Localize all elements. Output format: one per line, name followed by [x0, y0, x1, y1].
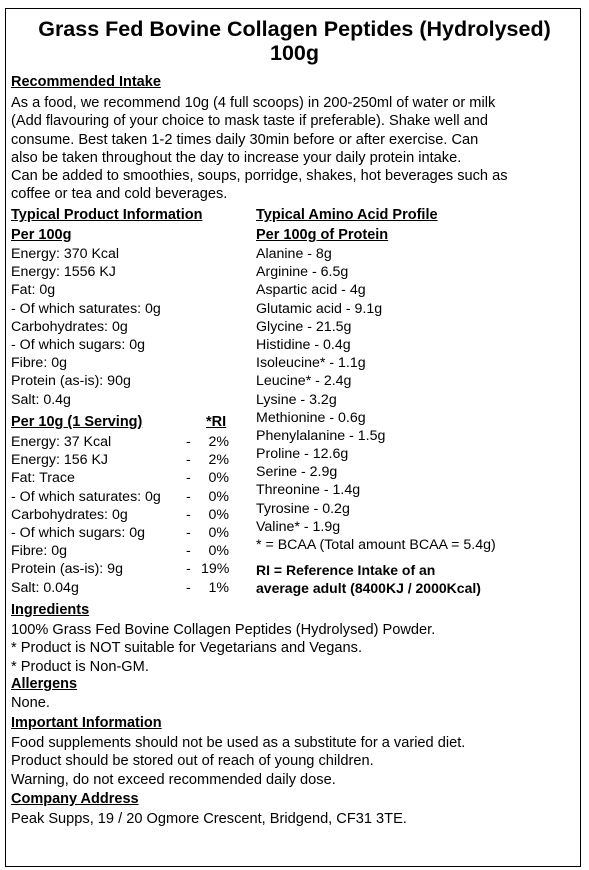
- ingredient-line: * Product is Non-GM.: [11, 658, 149, 675]
- per-10g-list: [11, 433, 231, 597]
- serving-row: [11, 506, 231, 524]
- intake-line: As a food, we recommend 10g (4 full scoops) in 200-250ml of water or milk: [11, 95, 496, 111]
- serving-ri: 0%: [208, 488, 229, 505]
- serving-dash: -: [186, 506, 191, 523]
- serving-row: [11, 524, 231, 542]
- nutrition-row: Protein (as-is): 90g: [11, 373, 131, 390]
- ingredients-text: [11, 621, 581, 676]
- important-info-text: [11, 734, 581, 789]
- company-address-text: [11, 810, 581, 828]
- serving-row: [11, 579, 231, 597]
- serving-row: [11, 542, 231, 560]
- serving-ri: 19%: [201, 561, 230, 578]
- serving-ri: 0%: [208, 506, 229, 523]
- serving-row: [11, 469, 231, 487]
- amino-profile-heading: Typical Amino Acid Profile: [256, 207, 438, 223]
- nutrition-row: - Of which sugars: 0g: [11, 336, 146, 353]
- important-line: Warning, do not exceed recommended daily dose.: [11, 771, 336, 788]
- allergens-text: [11, 694, 581, 712]
- per-10g-heading: Per 10g (1 Serving): [11, 414, 143, 430]
- title-line-1: Grass Fed Bovine Collagen Peptides (Hydrolysed): [38, 17, 551, 41]
- amino-row: Tyrosine - 0.2g: [256, 500, 350, 517]
- serving-label: Salt: 0.04g: [11, 579, 79, 596]
- amino-row: Proline - 12.6g: [256, 446, 349, 463]
- nutrition-row: Carbohydrates: 0g: [11, 318, 128, 335]
- per-100g-protein-heading: Per 100g of Protein: [256, 227, 389, 243]
- title-line-2: 100g: [269, 41, 319, 65]
- serving-dash: -: [186, 543, 191, 560]
- amino-row: Isoleucine* - 1.1g: [256, 355, 366, 372]
- per-100g-list: [11, 245, 161, 409]
- serving-dash: -: [186, 434, 191, 450]
- amino-row: Serine - 2.9g: [256, 464, 338, 481]
- per-100g-heading: Per 100g: [11, 227, 72, 243]
- nutrition-row: Fibre: 0g: [11, 355, 67, 372]
- nutrition-row: Energy: 1556 KJ: [11, 264, 116, 281]
- serving-ri: 0%: [208, 524, 229, 541]
- allergens-heading: Allergens: [11, 676, 78, 692]
- serving-row: [11, 560, 231, 578]
- company-address-value: Peak Supps, 19 / 20 Ogmore Crescent, Bridgend, CF31 3TE.: [11, 811, 407, 827]
- serving-dash: -: [186, 488, 191, 505]
- amino-row: Methionine - 0.6g: [256, 409, 366, 426]
- recommended-intake-text: [11, 94, 581, 204]
- bcaa-note: * = BCAA (Total amount BCAA = 5.4g): [256, 537, 496, 553]
- serving-label: Fibre: 0g: [11, 543, 67, 560]
- serving-label: - Of which saturates: 0g: [11, 488, 161, 505]
- serving-row: [11, 488, 231, 506]
- serving-ri: 1%: [208, 579, 229, 596]
- serving-ri: 0%: [208, 470, 229, 487]
- nutrition-row: Salt: 0.4g: [11, 391, 71, 408]
- amino-row: Glutamic acid - 9.1g: [256, 300, 383, 317]
- amino-row: Glycine - 21.5g: [256, 318, 352, 335]
- serving-label: Fat: Trace: [11, 470, 75, 487]
- serving-dash: -: [186, 452, 191, 469]
- intake-line: consume. Best taken 1-2 times daily 30min before or after exercise. Can: [11, 131, 479, 148]
- serving-label: Energy: 156 KJ: [11, 452, 109, 469]
- ri-heading: *RI: [206, 414, 227, 430]
- nutrition-row: - Of which saturates: 0g: [11, 300, 161, 317]
- serving-dash: -: [186, 470, 191, 487]
- amino-row: Alanine - 8g: [256, 246, 332, 262]
- allergens-value: None.: [11, 695, 50, 711]
- amino-row: Lysine - 3.2g: [256, 391, 337, 408]
- important-info-heading: Important Information: [11, 715, 162, 731]
- company-address-heading: Company Address: [11, 791, 139, 807]
- amino-row: Phenylalanine - 1.5g: [256, 427, 386, 444]
- ingredient-line: * Product is NOT suitable for Vegetarians and Vegans.: [11, 640, 362, 657]
- serving-ri: 2%: [208, 434, 229, 450]
- serving-label: - Of which sugars: 0g: [11, 524, 146, 541]
- serving-ri: 0%: [208, 543, 229, 560]
- serving-row: [11, 451, 231, 469]
- serving-label: Carbohydrates: 0g: [11, 506, 128, 523]
- serving-ri: 2%: [208, 452, 229, 469]
- ingredient-line: 100% Grass Fed Bovine Collagen Peptides (Hydrolysed) Powder.: [11, 622, 436, 638]
- amino-row: Threonine - 1.4g: [256, 482, 361, 499]
- serving-dash: -: [186, 579, 191, 596]
- amino-row: Leucine* - 2.4g: [256, 373, 352, 390]
- ri-note-line-1: RI = Reference Intake of an: [256, 562, 436, 578]
- serving-label: Protein (as-is): 9g: [11, 561, 123, 578]
- important-line: Food supplements should not be used as a substitute for a varied diet.: [11, 735, 466, 751]
- amino-acid-list: [256, 245, 496, 554]
- important-line: Product should be stored out of reach of young children.: [11, 753, 374, 770]
- intake-line: coffee or tea and cold beverages.: [11, 186, 228, 203]
- amino-row: Aspartic acid - 4g: [256, 282, 366, 299]
- nutrition-row: Fat: 0g: [11, 282, 56, 299]
- serving-dash: -: [186, 524, 191, 541]
- product-info-heading: Typical Product Information: [11, 207, 203, 223]
- intake-line: (Add flavouring of your choice to mask taste if preferable). Shake well and: [11, 113, 488, 130]
- serving-row: [11, 433, 231, 451]
- ri-note-line-2: average adult (8400KJ / 2000Kcal): [256, 580, 481, 596]
- nutrition-row: Energy: 370 Kcal: [11, 246, 120, 262]
- ingredients-heading: Ingredients: [11, 602, 90, 618]
- amino-row: Valine* - 1.9g: [256, 518, 341, 535]
- amino-row: Arginine - 6.5g: [256, 264, 349, 281]
- serving-dash: -: [186, 561, 191, 578]
- serving-label: Energy: 37 Kcal: [11, 434, 112, 450]
- intake-line: Can be added to smoothies, soups, porridge, shakes, hot beverages such as: [11, 168, 508, 185]
- recommended-intake-heading: Recommended Intake: [11, 74, 161, 90]
- product-title: [0, 17, 589, 65]
- intake-line: also be taken throughout the day to increase your daily protein intake.: [11, 149, 462, 166]
- amino-row: Histidine - 0.4g: [256, 336, 351, 353]
